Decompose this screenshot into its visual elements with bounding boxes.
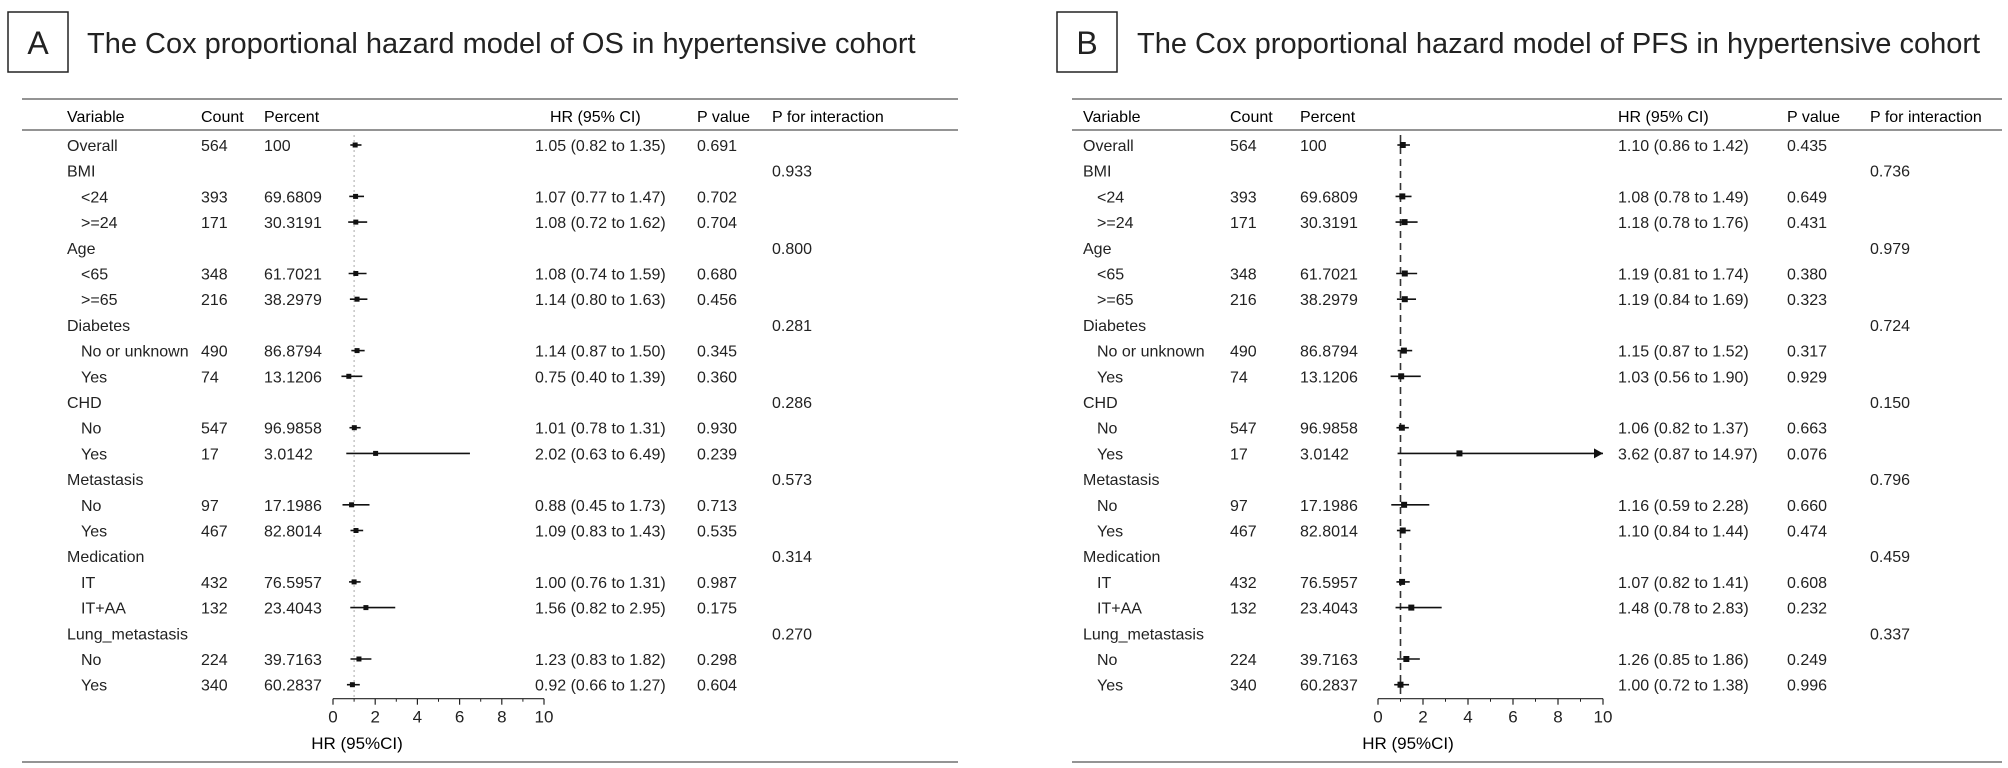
panel-a-col-count: Count	[201, 109, 244, 126]
panel-b-row-pvalue: 0.474	[1787, 523, 1828, 541]
panel-a-hr-marker	[353, 220, 358, 225]
panel-b-row-count: 564	[1230, 138, 1257, 155]
panel-a-row-pinteraction: 0.314	[772, 549, 813, 567]
panel-b-row-variable: <65	[1097, 266, 1125, 284]
panel-a-row-count: 432	[201, 574, 228, 592]
panel-a-hr-marker	[353, 194, 358, 199]
panel-a-row-pinteraction: 0.270	[772, 626, 813, 644]
panel-a-row-hr-text: 0.88 (0.45 to 1.73)	[535, 497, 666, 515]
panel-a-row-count: 340	[201, 677, 228, 695]
panel-a-row-count: 348	[201, 266, 228, 284]
panel-b-row-percent: 23.4043	[1300, 600, 1358, 618]
panel-a-hr-marker	[355, 348, 360, 353]
panel-a-row-hr-text: 1.14 (0.80 to 1.63)	[535, 292, 666, 310]
panel-b-row-pvalue: 0.435	[1787, 138, 1828, 155]
panel-a-row-hr-text: 1.05 (0.82 to 1.35)	[535, 138, 666, 155]
panel-a-row-variable: Diabetes	[67, 317, 131, 335]
panel-a-row-variable: Age	[67, 240, 96, 258]
panel-b-row-count: 224	[1230, 652, 1257, 669]
panel-b-row-variable: Yes	[1097, 369, 1124, 387]
panel-b-row-pvalue: 0.431	[1787, 215, 1828, 233]
panel-a-hr-marker	[352, 579, 357, 584]
panel-b-row-percent: 3.0142	[1300, 446, 1349, 464]
panel-b-row-count: 216	[1230, 292, 1257, 310]
panel-b-row-variable: Overall	[1083, 138, 1134, 155]
panel-a-row-pvalue: 0.680	[697, 266, 738, 284]
panel-a-row-hr-text: 2.02 (0.63 to 6.49)	[535, 446, 666, 464]
panel-a-row-count: 564	[201, 138, 228, 155]
panel-b-row-percent: 39.7163	[1300, 652, 1358, 669]
panel-b-hr-marker	[1408, 605, 1414, 611]
panel-a-row-variable: <24	[81, 189, 109, 207]
panel-b-row-variable: >=24	[1097, 215, 1134, 233]
panel-a-row-percent: 86.8794	[264, 343, 322, 361]
panel-b-row-hr-text: 1.08 (0.78 to 1.49)	[1618, 189, 1749, 207]
panel-b-col-pvalue: P value	[1787, 109, 1841, 126]
panel-a-row-percent: 96.9858	[264, 420, 322, 438]
panel-a-row-variable: IT	[81, 574, 96, 592]
panel-b-row-pinteraction: 0.724	[1870, 317, 1911, 335]
panel-b-row-hr-text: 1.16 (0.59 to 2.28)	[1618, 497, 1749, 515]
panel-a-x-tick-label: 10	[534, 707, 554, 727]
panel-a-row-count: 216	[201, 292, 228, 310]
panel-b-row-count: 132	[1230, 600, 1257, 618]
panel-a-row-hr-text: 0.92 (0.66 to 1.27)	[535, 677, 666, 695]
panel-b-hr-marker	[1401, 502, 1407, 508]
panel-a-row-count: 132	[201, 600, 228, 618]
panel-b-row-hr-text: 1.19 (0.81 to 1.74)	[1618, 266, 1749, 284]
panel-a-col-pinteraction: P for interaction	[772, 109, 884, 126]
panel-a-row-variable: No	[81, 652, 102, 669]
panel-a-row-hr-text: 1.08 (0.74 to 1.59)	[535, 266, 666, 284]
panel-a-row-percent: 39.7163	[264, 652, 322, 669]
panel-b-row-hr-text: 3.62 (0.87 to 14.97)	[1618, 446, 1758, 464]
panel-a-x-tick-label: 0	[328, 707, 338, 727]
panel-a-row-percent: 3.0142	[264, 446, 313, 464]
panel-b-row-variable: Yes	[1097, 677, 1124, 695]
panel-a-col-pvalue: P value	[697, 109, 751, 126]
panel-a-row-pvalue: 0.987	[697, 574, 738, 592]
panel-b-row-count: 432	[1230, 574, 1257, 592]
panel-b-row-hr-text: 1.19 (0.84 to 1.69)	[1618, 292, 1749, 310]
panel-a-x-tick-label: 8	[497, 707, 507, 727]
panel-a-row-count: 171	[201, 215, 228, 233]
panel-a-row-percent: 13.1206	[264, 369, 322, 387]
panel-a-row-variable: <65	[81, 266, 109, 284]
panel-b-row-pvalue: 0.649	[1787, 189, 1828, 207]
panel-b-row-percent: 69.6809	[1300, 189, 1358, 207]
panel-a-row-variable: IT+AA	[81, 600, 126, 618]
panel-b-row-variable: <24	[1097, 189, 1125, 207]
panel-b-row-percent: 100	[1300, 138, 1327, 155]
panel-b-row-hr-text: 1.03 (0.56 to 1.90)	[1618, 369, 1749, 387]
panel-b-row-variable: Diabetes	[1083, 317, 1147, 335]
panel-a-row-variable: No	[81, 420, 102, 438]
panel-a-row-percent: 30.3191	[264, 215, 322, 233]
panel-a-row-pvalue: 0.535	[697, 523, 738, 541]
panel-b-col-pinteraction: P for interaction	[1870, 109, 1982, 126]
panel-a-hr-marker	[352, 425, 357, 430]
panel-a-row-percent: 82.8014	[264, 523, 322, 541]
panel-b-row-pvalue: 0.996	[1787, 677, 1828, 695]
panel-b-row-variable: Lung_metastasis	[1083, 626, 1204, 644]
panel-a-row-variable: CHD	[67, 395, 102, 412]
panel-b-row-percent: 17.1986	[1300, 497, 1358, 515]
panel-b-hr-marker	[1399, 193, 1405, 199]
panel-a-row-variable: BMI	[67, 163, 96, 181]
panel-a-row-pvalue: 0.360	[697, 369, 738, 387]
panel-a-row-hr-text: 0.75 (0.40 to 1.39)	[535, 369, 666, 387]
panel-b-x-tick-label: 4	[1463, 707, 1473, 727]
panel-a-col-hr: HR (95% CI)	[550, 109, 641, 126]
panel-b-row-hr-text: 1.18 (0.78 to 1.76)	[1618, 215, 1749, 233]
panel-a-row-variable: Yes	[81, 446, 108, 464]
panel-a-row-hr-text: 1.09 (0.83 to 1.43)	[535, 523, 666, 541]
panel-b-row-hr-text: 1.10 (0.86 to 1.42)	[1618, 138, 1749, 155]
panel-b-title: The Cox proportional hazard model of PFS in hypertensive cohort	[1137, 28, 1981, 60]
panel-b-row-variable: IT	[1097, 574, 1112, 592]
panel-b-xlabel: HR (95%CI)	[1362, 734, 1454, 753]
panel-a-row-pvalue: 0.456	[697, 292, 738, 310]
panel-a-row-pinteraction: 0.281	[772, 317, 813, 335]
panel-a-row-percent: 38.2979	[264, 292, 322, 310]
panel-b-col-percent: Percent	[1300, 109, 1356, 126]
panel-a-row-variable: No	[81, 497, 102, 515]
panel-b-row-variable: IT+AA	[1097, 600, 1142, 618]
panel-b-row-pinteraction: 0.150	[1870, 395, 1911, 412]
panel-b-row-count: 490	[1230, 343, 1257, 361]
panel-a-row-variable: Overall	[67, 138, 118, 155]
panel-a-row-variable: Metastasis	[67, 472, 144, 490]
panel-b-x-tick-label: 6	[1508, 707, 1518, 727]
panel-a-row-percent: 76.5957	[264, 574, 322, 592]
panel-a-x-tick-label: 6	[454, 707, 465, 727]
panel-b-hr-marker	[1402, 219, 1408, 225]
panel-a-row-count: 97	[201, 497, 219, 515]
panel-a-x-tick-label: 2	[370, 707, 380, 727]
panel-b-row-count: 74	[1230, 369, 1248, 387]
panel-a-hr-marker	[350, 682, 355, 687]
panel-b-hr-marker	[1399, 579, 1405, 585]
panel-b-row-pvalue: 0.380	[1787, 266, 1828, 284]
panel-a-row-percent: 61.7021	[264, 266, 322, 284]
panel-a-row-pinteraction: 0.286	[772, 395, 813, 412]
panel-b-x-tick-label: 0	[1373, 707, 1383, 727]
panel-a-title: The Cox proportional hazard model of OS in hypertensive cohort	[87, 28, 916, 60]
panel-b-row-variable: CHD	[1083, 395, 1118, 412]
panel-b-row-pinteraction: 0.337	[1870, 626, 1911, 644]
panel-b-row-variable: No	[1097, 420, 1118, 438]
panel-b-x-tick-label: 2	[1418, 707, 1428, 727]
panel-a-row-percent: 69.6809	[264, 189, 322, 207]
panel-b-row-count: 97	[1230, 497, 1248, 515]
panel-a-hr-marker	[373, 451, 378, 456]
panel-b-row-count: 547	[1230, 420, 1257, 438]
panel-a-hr-marker	[353, 143, 358, 148]
panel-a-row-count: 393	[201, 189, 228, 207]
panel-a-row-variable: Yes	[81, 369, 108, 387]
panel-b-row-variable: No	[1097, 497, 1118, 515]
panel-a-row-pvalue: 0.713	[697, 497, 738, 515]
panel-b-hr-marker	[1398, 682, 1404, 688]
panel-b-col-variable: Variable	[1083, 109, 1141, 126]
panel-a-row-count: 467	[201, 523, 228, 541]
panel-b-row-pvalue: 0.076	[1787, 446, 1828, 464]
panel-b-hr-marker	[1402, 296, 1408, 302]
panel-a-row-hr-text: 1.01 (0.78 to 1.31)	[535, 420, 666, 438]
panel-b-row-count: 467	[1230, 523, 1257, 541]
panel-b-row-hr-text: 1.15 (0.87 to 1.52)	[1618, 343, 1749, 361]
panel-b-row-hr-text: 1.00 (0.72 to 1.38)	[1618, 677, 1749, 695]
panel-b-row-variable: Medication	[1083, 549, 1161, 567]
panel-b-row-pinteraction: 0.736	[1870, 163, 1911, 181]
panel-a-row-count: 74	[201, 369, 219, 387]
panel-a-row-percent: 100	[264, 138, 291, 155]
panel-a-row-percent: 60.2837	[264, 677, 322, 695]
panel-b-row-hr-text: 1.48 (0.78 to 2.83)	[1618, 600, 1749, 618]
panel-a-row-count: 490	[201, 343, 228, 361]
panel-b-row-percent: 61.7021	[1300, 266, 1358, 284]
panel-a-row-count: 17	[201, 446, 219, 464]
panel-b-row-pinteraction: 0.979	[1870, 240, 1911, 258]
panel-b-row-count: 393	[1230, 189, 1257, 207]
panel-b-row-variable: Yes	[1097, 446, 1124, 464]
panel-b-hr-marker	[1402, 271, 1408, 277]
panel-a-row-pvalue: 0.704	[697, 215, 738, 233]
panel-a-row-pvalue: 0.345	[697, 343, 738, 361]
panel-b-hr-marker	[1401, 348, 1407, 354]
panel-a-row-hr-text: 1.00 (0.76 to 1.31)	[535, 574, 666, 592]
panel-a-row-pinteraction: 0.800	[772, 240, 813, 258]
panel-a-row-pvalue: 0.298	[697, 652, 738, 669]
panel-b-row-hr-text: 1.10 (0.84 to 1.44)	[1618, 523, 1749, 541]
panel-b-row-percent: 96.9858	[1300, 420, 1358, 438]
panel-b-row-pvalue: 0.317	[1787, 343, 1828, 361]
panel-a-x-tick-label: 4	[412, 707, 423, 727]
panel-a-row-hr-text: 1.07 (0.77 to 1.47)	[535, 189, 666, 207]
panel-b-hr-marker	[1400, 528, 1406, 534]
panel-a-row-pvalue: 0.604	[697, 677, 738, 695]
panel-b-row-variable: Yes	[1097, 523, 1124, 541]
panel-a-row-variable: Lung_metastasis	[67, 626, 188, 644]
panel-b-row-pvalue: 0.929	[1787, 369, 1828, 387]
panel-b-row-percent: 76.5957	[1300, 574, 1358, 592]
panel-b-row-percent: 82.8014	[1300, 523, 1358, 541]
panel-a-row-hr-text: 1.08 (0.72 to 1.62)	[535, 215, 666, 233]
panel-a-row-variable: >=24	[81, 215, 118, 233]
panel-b-row-pvalue: 0.660	[1787, 497, 1828, 515]
panel-a-row-hr-text: 1.14 (0.87 to 1.50)	[535, 343, 666, 361]
panel-b-row-variable: >=65	[1097, 292, 1134, 310]
panel-a-row-percent: 17.1986	[264, 497, 322, 515]
panel-b-row-count: 340	[1230, 677, 1257, 695]
panel-a-row-count: 224	[201, 652, 228, 669]
panel-a-row-pinteraction: 0.573	[772, 472, 813, 490]
panel-a-row-pvalue: 0.239	[697, 446, 738, 464]
panel-a-row-pvalue: 0.175	[697, 600, 738, 618]
panel-b-row-count: 171	[1230, 215, 1257, 233]
panel-b-row-pinteraction: 0.796	[1870, 472, 1911, 490]
panel-b-row-percent: 60.2837	[1300, 677, 1358, 695]
panel-a-letter: A	[27, 25, 49, 61]
panel-a-hr-marker	[353, 271, 358, 276]
panel-b-row-count: 348	[1230, 266, 1257, 284]
panel-b-letter: B	[1076, 25, 1098, 61]
panel-b-row-variable: No	[1097, 652, 1118, 669]
panel-b-row-pvalue: 0.608	[1787, 574, 1828, 592]
panel-b-hr-marker	[1403, 656, 1409, 662]
panel-b-row-pvalue: 0.663	[1787, 420, 1828, 438]
panel-a-hr-marker	[349, 502, 354, 507]
panel-a-row-hr-text: 1.23 (0.83 to 1.82)	[535, 652, 666, 669]
panel-b-col-count: Count	[1230, 109, 1273, 126]
panel-a-col-percent: Percent	[264, 109, 320, 126]
panel-b-row-percent: 86.8794	[1300, 343, 1358, 361]
panel-a-hr-marker	[346, 374, 351, 379]
panel-b-row-percent: 38.2979	[1300, 292, 1358, 310]
panel-a-row-percent: 23.4043	[264, 600, 322, 618]
panel-a-col-variable: Variable	[67, 109, 125, 126]
panel-b-row-count: 17	[1230, 446, 1248, 464]
panel-a-hr-marker	[363, 605, 368, 610]
panel-b-col-hr: HR (95% CI)	[1618, 109, 1709, 126]
panel-b-row-variable: Age	[1083, 240, 1112, 258]
panel-a-row-variable: Yes	[81, 523, 108, 541]
panel-a-row-variable: >=65	[81, 292, 118, 310]
panel-b-hr-marker	[1400, 142, 1406, 148]
panel-a-row-pvalue: 0.702	[697, 189, 738, 207]
panel-a-row-count: 547	[201, 420, 228, 438]
panel-a-row-pvalue: 0.930	[697, 420, 738, 438]
panel-b-row-variable: No or unknown	[1097, 343, 1205, 361]
panel-a-hr-marker	[356, 657, 361, 662]
panel-b-row-pvalue: 0.323	[1787, 292, 1828, 310]
panel-b-row-hr-text: 1.07 (0.82 to 1.41)	[1618, 574, 1749, 592]
panel-b-hr-marker	[1399, 425, 1405, 431]
panel-b-row-percent: 30.3191	[1300, 215, 1358, 233]
panel-a-row-variable: Yes	[81, 677, 108, 695]
panel-a-hr-marker	[353, 528, 358, 533]
panel-b-row-percent: 13.1206	[1300, 369, 1358, 387]
panel-b-x-tick-label: 8	[1553, 707, 1563, 727]
panel-b-x-tick-label: 10	[1593, 707, 1613, 727]
panel-a-row-variable: No or unknown	[81, 343, 189, 361]
panel-a-hr-marker	[355, 297, 360, 302]
panel-a-row-variable: Medication	[67, 549, 145, 567]
panel-a-row-hr-text: 1.56 (0.82 to 2.95)	[535, 600, 666, 618]
panel-b-row-pvalue: 0.249	[1787, 652, 1828, 669]
panel-b-row-pinteraction: 0.459	[1870, 549, 1911, 567]
panel-b-row-pvalue: 0.232	[1787, 600, 1828, 618]
panel-b-row-hr-text: 1.06 (0.82 to 1.37)	[1618, 420, 1749, 438]
panel-b-row-variable: BMI	[1083, 163, 1112, 181]
panel-a-xlabel: HR (95%CI)	[311, 734, 403, 753]
panel-a-row-pinteraction: 0.933	[772, 163, 813, 181]
panel-b-row-hr-text: 1.26 (0.85 to 1.86)	[1618, 652, 1749, 669]
panel-b-hr-marker	[1456, 450, 1462, 456]
panel-b-row-variable: Metastasis	[1083, 472, 1160, 490]
panel-b-hr-marker	[1398, 373, 1404, 379]
panel-a-row-pvalue: 0.691	[697, 138, 738, 155]
